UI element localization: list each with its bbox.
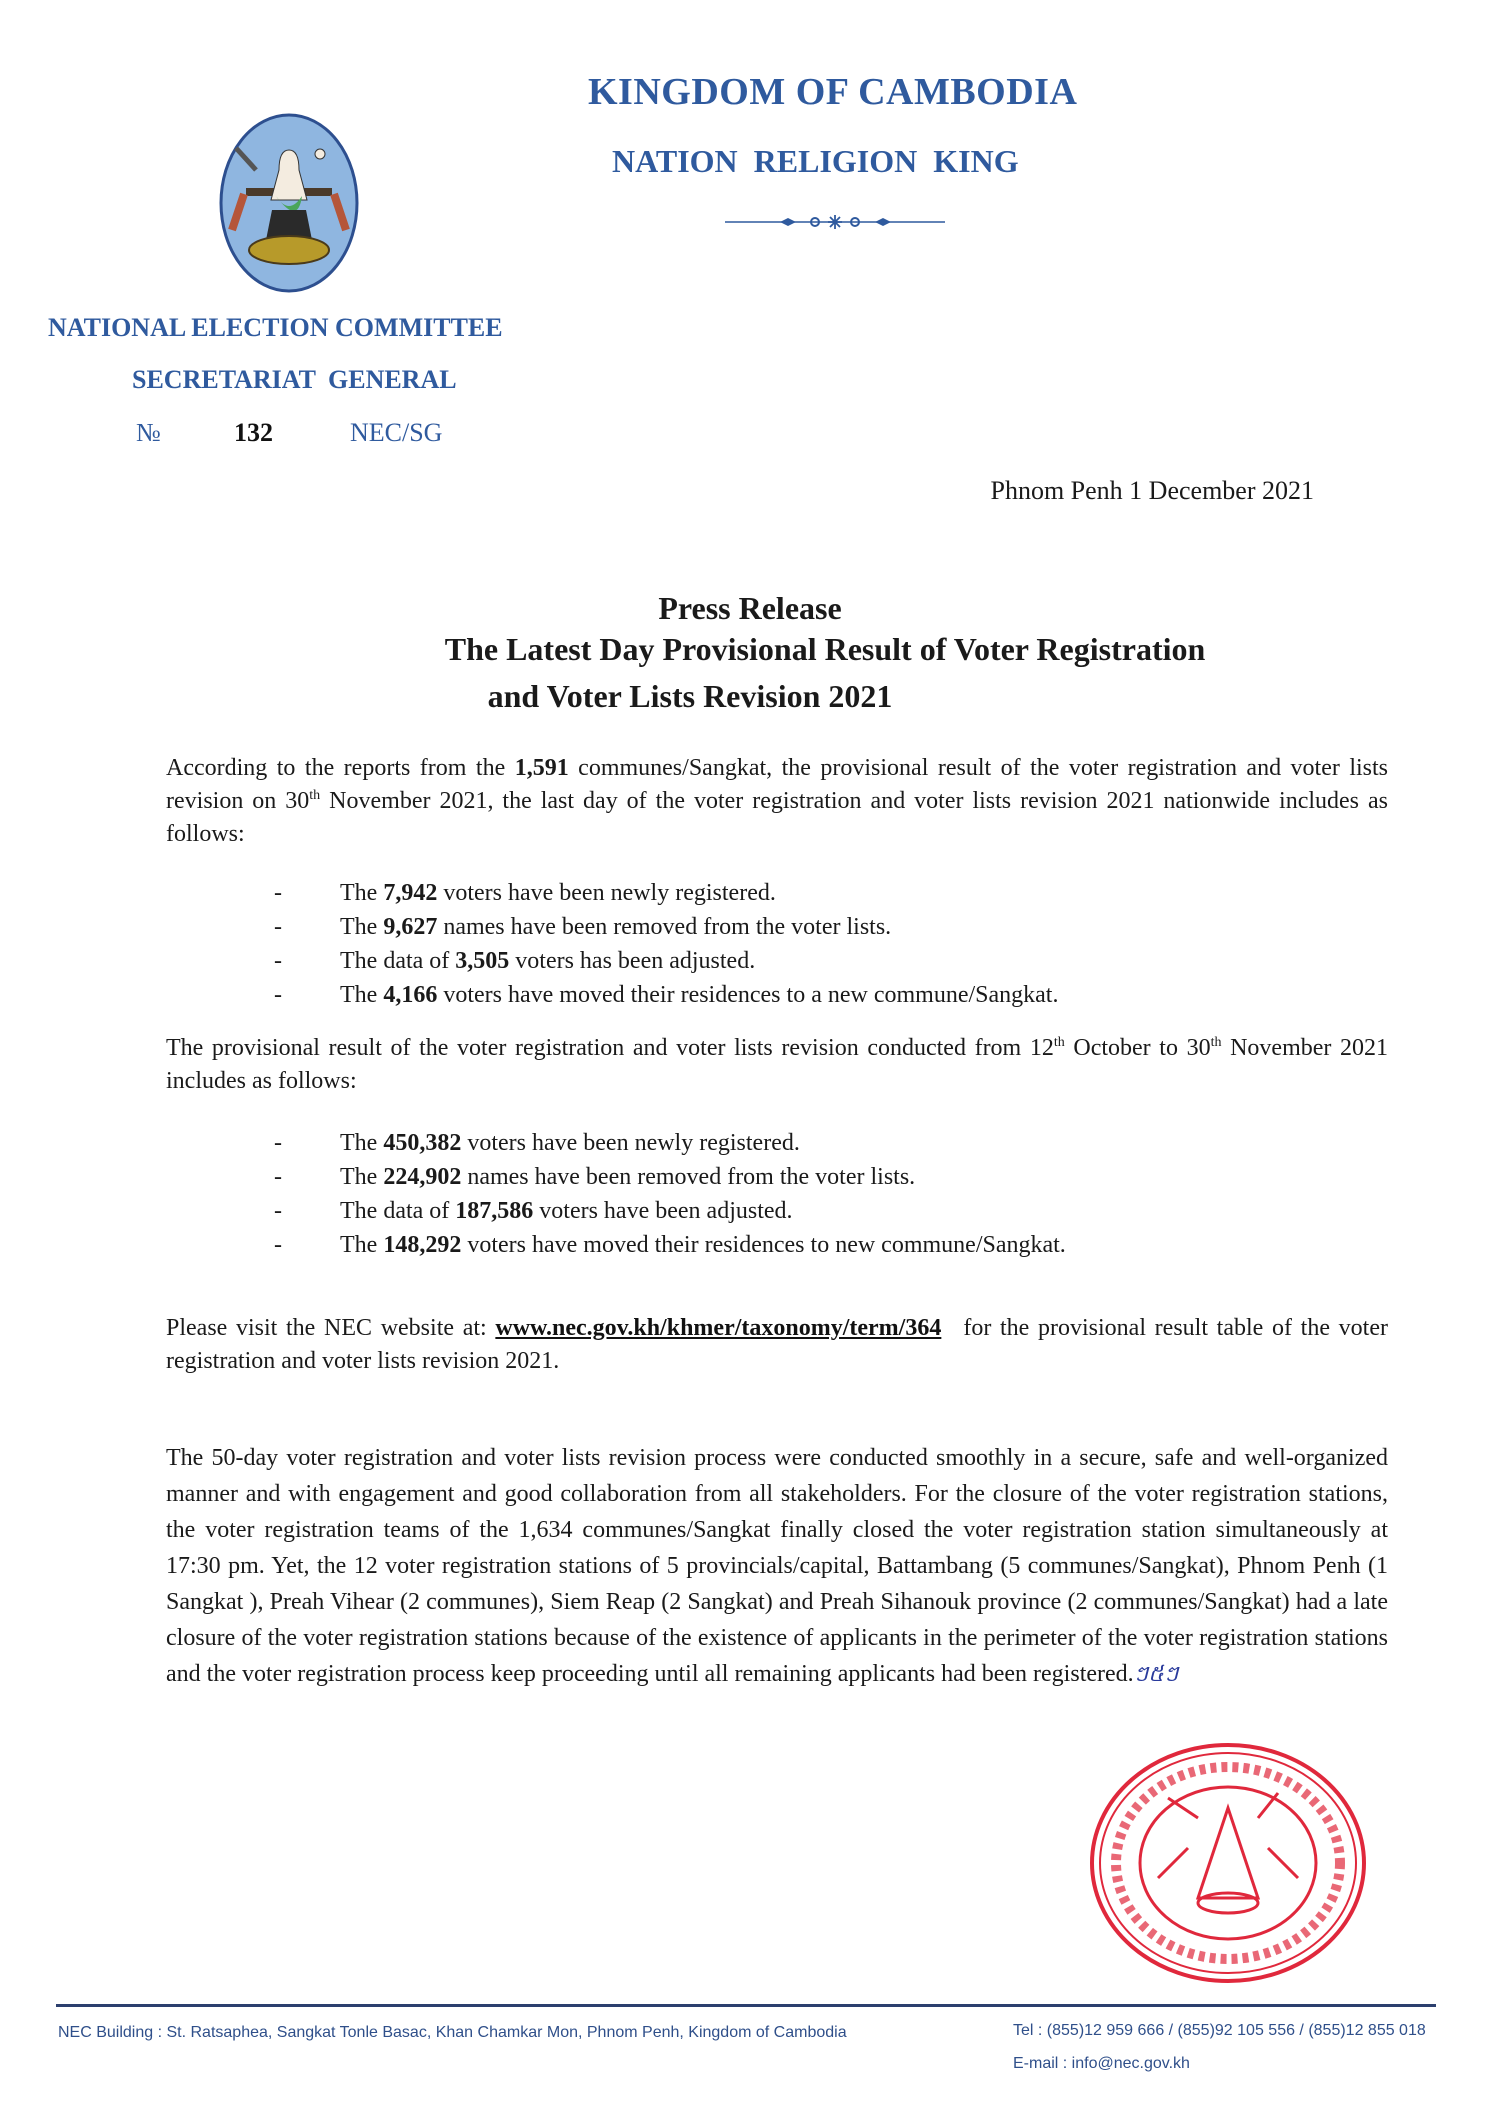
dash-bullet: - — [274, 1232, 282, 1258]
document-subtitle-line2: and Voter Lists Revision 2021 — [487, 678, 893, 714]
footer-email[interactable]: E-mail : info@nec.gov.kh — [1013, 2055, 1190, 2072]
ordinal-suffix: th — [1210, 1035, 1222, 1050]
text-run: voters has been adjusted. — [509, 948, 756, 974]
reference-number-line — [136, 418, 442, 448]
text-run: The data of — [340, 1198, 456, 1224]
stat-value: 7,942 — [383, 880, 438, 906]
dash-bullet: - — [274, 1130, 282, 1156]
footer-telephone: Tel : (855)12 959 666 / (855)92 105 556 / (855)12 855 018 — [1013, 2022, 1426, 2039]
reference-suffix: NEC/SG — [350, 418, 443, 447]
stat-value: 450,382 — [383, 1130, 462, 1156]
reference-number: 132 — [234, 418, 273, 447]
ordinal-suffix: th — [1053, 1035, 1065, 1050]
text-run: The data of — [340, 948, 456, 974]
stat-value: 187,586 — [455, 1198, 534, 1224]
list-item — [274, 910, 1058, 944]
list-item — [274, 876, 1058, 910]
text-run: The — [340, 1130, 384, 1156]
national-motto: NATION RELIGION KING — [612, 143, 1019, 179]
list-item — [274, 1160, 1066, 1194]
text-run: The — [340, 1164, 384, 1190]
text-run: voters have been newly registered. — [461, 1130, 800, 1156]
dash-bullet: - — [274, 948, 282, 974]
list-item — [274, 1194, 1066, 1228]
text-run: voters have moved their residences to a new commune/Sangkat. — [437, 982, 1059, 1008]
document-title: Press Release — [658, 590, 842, 626]
dash-bullet: - — [274, 1164, 282, 1190]
list-item — [274, 1126, 1066, 1160]
text-run: October to 30 — [1064, 1035, 1211, 1061]
text-run: for the provisional result table of the voter registration and voter lists revision 2021. — [166, 1315, 1388, 1374]
text-run: The — [340, 880, 384, 906]
last-day-results-list — [274, 876, 1058, 1012]
text-run: November 2021, the last day of the voter registration and voter lists revision 2021 nationwide includes as follows: — [166, 788, 1388, 847]
dash-bullet: - — [274, 982, 282, 1008]
text-run: voters have been adjusted. — [533, 1198, 793, 1224]
footer-divider — [56, 2004, 1436, 2007]
handwritten-initials: ៗ៥ៗ — [1133, 1662, 1179, 1687]
period-results-paragraph — [166, 1032, 1388, 1098]
text-run: According to the reports from the — [166, 755, 515, 781]
dash-bullet: - — [274, 1198, 282, 1224]
stat-value: 224,902 — [383, 1164, 462, 1190]
nec-website-link[interactable]: www.nec.gov.kh/khmer/taxonomy/term/364 — [495, 1315, 942, 1341]
nec-emblem-icon — [196, 110, 382, 296]
organization-name: NATIONAL ELECTION COMMITTEE — [48, 313, 503, 342]
ornamental-divider-icon — [725, 212, 945, 232]
stat-value: 148,292 — [383, 1232, 462, 1258]
text-run: The 50-day voter registration and voter lists revision process were conducted smoothly in a secure, safe and well-organized manner and with engagement and good collaboration from all stakeholders. For the closure of the voter registration stations, the voter registration teams of the 1,634 communes/Sangkat finally closed the voter registration station simultaneously at 17:30 pm. Yet, the 12 voter registration stations of 5 provincials/capital, Battambang (5 communes/Sangkat), Phnom Penh (1 Sangkat ), Preah Vihear (2 communes), Siem Reap (2 Sangkat) and Preah Sihanouk province (2 communes/Sangkat) had a late closure of the voter registration stations because of the existence of applicants in the perimeter of the voter registration stations and the voter registration process keep proceeding until all remaining applicants had been registered. — [166, 1445, 1388, 1687]
ordinal-suffix: th — [309, 788, 321, 803]
website-paragraph — [166, 1312, 1388, 1378]
list-item — [274, 1228, 1066, 1262]
stat-value: 9,627 — [383, 914, 438, 940]
place-and-date: Phnom Penh 1 December 2021 — [990, 476, 1314, 505]
text-run: names have been removed from the voter lists. — [437, 914, 892, 940]
dash-bullet: - — [274, 880, 282, 906]
stat-value: 4,166 — [383, 982, 438, 1008]
text-run: The — [340, 914, 384, 940]
text-run: The provisional result of the voter registration and voter lists revision conducted from 12 — [166, 1035, 1054, 1061]
footer-address: NEC Building : St. Ratsaphea, Sangkat Tonle Basac, Khan Chamkar Mon, Phnom Penh, Kingdom of Cambodia — [58, 2024, 847, 2041]
text-run: communes/Sangkat, the provisional result of the voter registration and voter lists revision on 30 — [166, 755, 1389, 814]
dash-bullet: - — [274, 914, 282, 940]
text-run: voters have moved their residences to new commune/Sangkat. — [461, 1232, 1066, 1258]
official-red-seal-icon — [1078, 1738, 1378, 1988]
text-run: The — [340, 982, 384, 1008]
intro-paragraph — [166, 752, 1388, 851]
document-subtitle-line1: The Latest Day Provisional Result of Voter Registration — [444, 631, 1206, 667]
department-name: SECRETARIAT GENERAL — [132, 365, 457, 394]
list-item — [274, 944, 1058, 978]
text-run: November 2021 includes as follows: — [166, 1035, 1389, 1094]
communes-count: 1,591 — [514, 755, 569, 781]
total-results-list — [274, 1126, 1066, 1262]
text-run: names have been removed from the voter lists. — [461, 1164, 916, 1190]
closing-paragraph — [166, 1440, 1388, 1693]
reference-prefix: № — [136, 418, 161, 447]
text-run: The — [340, 1232, 384, 1258]
stat-value: 3,505 — [455, 948, 510, 974]
country-heading: KINGDOM OF CAMBODIA — [588, 71, 1078, 113]
text-run: Please visit the NEC website at: — [166, 1315, 496, 1341]
text-run: voters have been newly registered. — [437, 880, 776, 906]
list-item — [274, 978, 1058, 1012]
